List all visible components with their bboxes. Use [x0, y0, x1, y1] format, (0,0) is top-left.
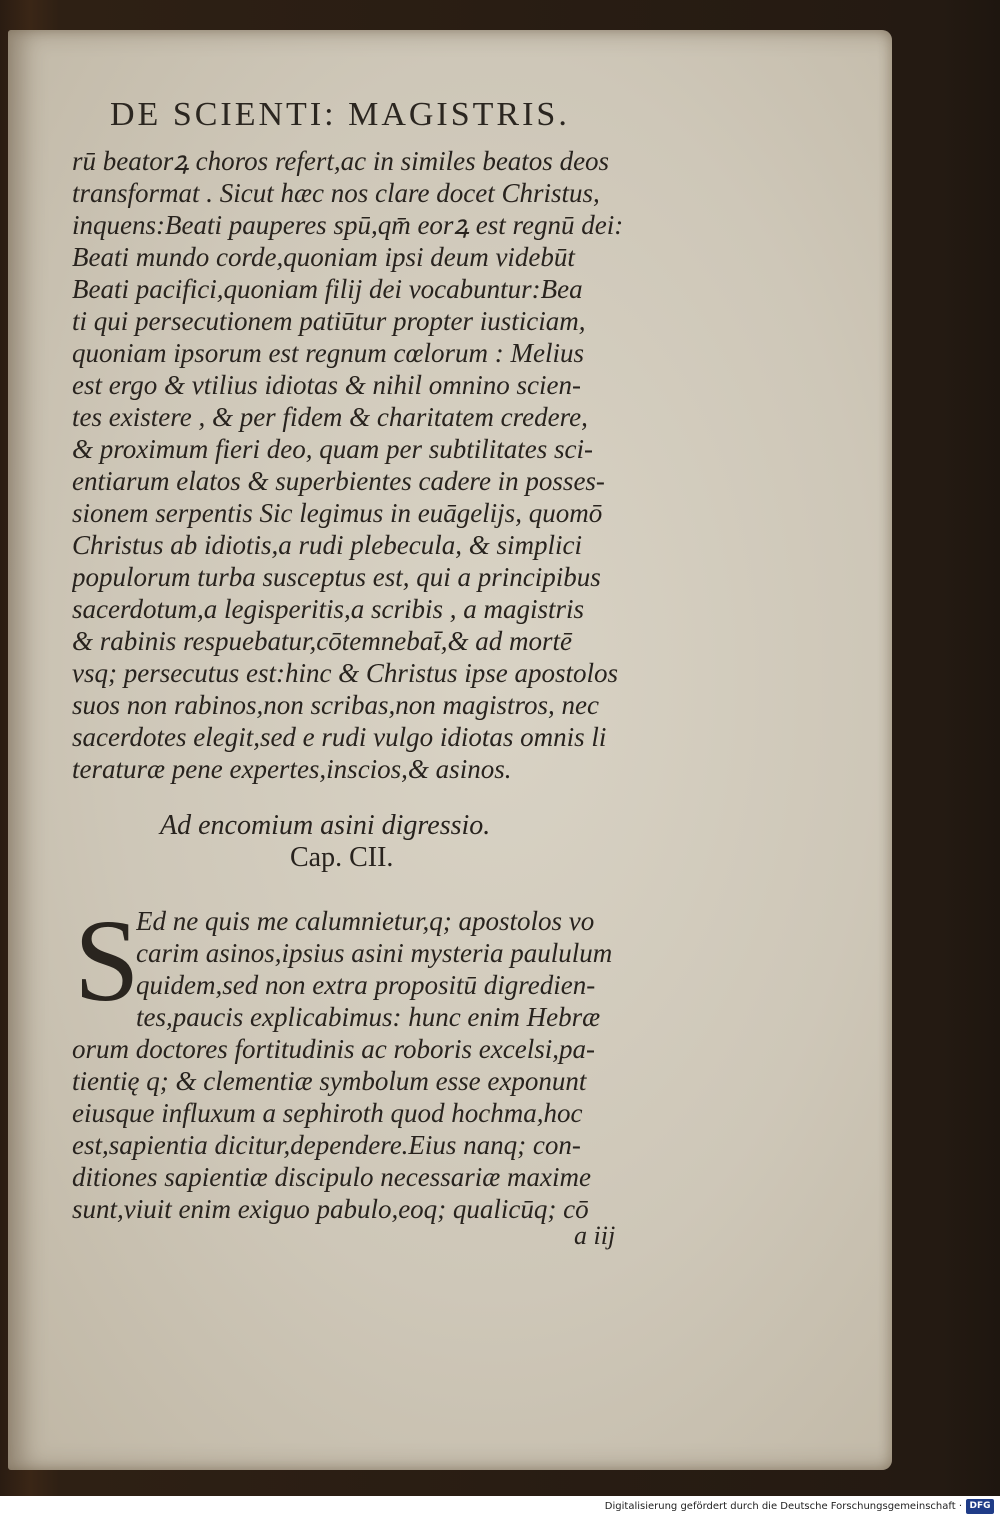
text-line: sacerdotes elegit,sed e rudi vulgo idiotas omnis li — [72, 722, 607, 752]
text-line: sacerdotum,a legisperitis,a scribis , a magistris — [72, 594, 585, 624]
text-line: Beati mundo corde,quoniam ipsi deum videbūt — [72, 242, 575, 272]
indented-text — [136, 905, 726, 1033]
text-line: tientię q; & clementiæ symbolum esse exponunt — [72, 1066, 587, 1096]
text-line: populorum turba susceptus est, qui a principibus — [72, 562, 601, 592]
text-line: vsq; persecutus est:hinc & Christus ipse apostolos — [72, 658, 618, 688]
text-line: transformat . Sicut hæc nos clare docet Christus, — [72, 178, 600, 208]
text-line: tes existere , & per fidem & charitatem credere, — [72, 402, 588, 432]
text-line: Beati pacifici,quoniam filij dei vocabuntur:Bea — [72, 274, 583, 304]
text-line: ti qui persecutionem patiūtur propter iusticiam, — [72, 306, 586, 336]
text-line: Ed ne quis me calumnietur,q; apostolos vo — [136, 906, 595, 936]
funding-credit: Digitalisierung gefördert durch die Deutsche Forschungsgemeinschaft · — [604, 1501, 962, 1512]
text-line: est ergo & vtilius idiotas & nihil omnino scien- — [72, 370, 581, 400]
text-line: sunt,viuit enim exiguo pabulo,eoq; qualicūq; cō — [72, 1194, 589, 1224]
text-line: sionem serpentis Sic legimus in euāgelijs, quomō — [72, 498, 603, 528]
text-line: tes,paucis explicabimus: hunc enim Hebræ — [136, 1002, 601, 1032]
text-line: suos non rabinos,non scribas,non magistros, nec — [72, 690, 600, 720]
text-line: entiarum elatos & superbientes cadere in posses- — [72, 466, 605, 496]
text-line: quidem,sed non extra propositū digredien- — [136, 970, 596, 1000]
text-line: inquens:Beati pauperes spū,qm̄ eorꝝ est regnū dei: — [72, 210, 624, 240]
text-line: rū beatorꝝ choros refert,ac in similes beatos deos — [72, 146, 610, 176]
text-line: ditiones sapientiæ discipulo necessariæ maxime — [72, 1162, 591, 1192]
text-line: & rabinis respuebatur,cōtemnebat̄,& ad mortē — [72, 626, 572, 656]
drop-capital: S — [74, 895, 140, 1026]
text-line: Christus ab idiotis,a rudi plebecula, & simplici — [72, 530, 583, 560]
paragraph-text — [72, 1033, 726, 1225]
running-title: DE SCIENTI: MAGISTRIS. — [110, 96, 570, 133]
body-text — [72, 145, 722, 785]
text-line: & proximum fieri deo, quam per subtilitates sci- — [72, 434, 593, 464]
text-line: carim asinos,ipsius asini mysteria paululum — [136, 938, 613, 968]
signature-mark: a iij — [574, 1221, 616, 1250]
text-line: quoniam ipsorum est regnum cœlorum : Melius — [72, 338, 584, 368]
chapter-number: Cap. CII. — [290, 842, 394, 873]
footer-bar — [0, 1496, 1000, 1518]
chapter-title: Ad encomium asini digressio. — [160, 810, 491, 841]
text-line: est,sapientia dicitur,dependere.Eius nanq; con- — [72, 1130, 581, 1160]
text-line: teraturæ pene expertes,inscios,& asinos. — [72, 754, 512, 784]
dfg-logo-icon: DFG — [966, 1499, 994, 1514]
text-line: orum doctores fortitudinis ac roboris excelsi,pa- — [72, 1034, 595, 1064]
text-line: eiusque influxum a sephiroth quod hochma,hoc — [72, 1098, 583, 1128]
